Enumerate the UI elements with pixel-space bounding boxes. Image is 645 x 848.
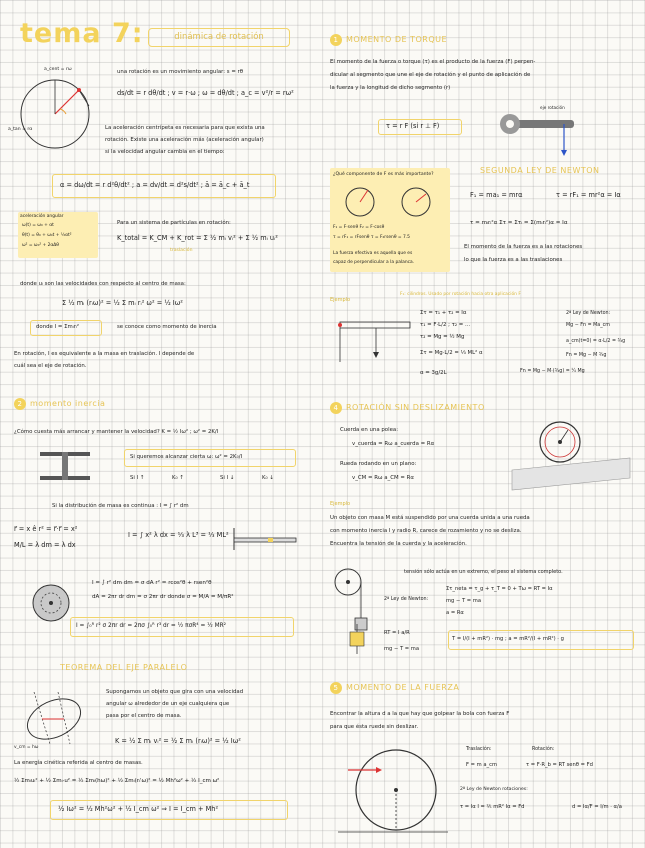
section-momento-inercia-title: momento inercia (30, 399, 106, 408)
section-eje-paralelo (60, 663, 187, 672)
example-formula-3: τ₂ = Mg = ½ Mg (420, 334, 465, 340)
sec3-text-2: angular ω alrededor de un eje cualquiera que (106, 701, 230, 707)
newton-sum: τ = mᵢrᵢ²α Στ = Στᵢ = Σ(mᵢrᵢ²)α = Iα (470, 220, 568, 226)
example-right-1: 2ª Ley de Newton: (566, 311, 611, 316)
kinematics-line-1: ω(t) = ω₀ + αt (22, 223, 54, 228)
intro-line-2: La aceleración centrípeta es necesaria para que exista una (105, 125, 265, 131)
torque-fig-label: eje rotación (540, 105, 565, 110)
sec2-box-text: Si queremos alcanzar cierta ω: ω² = 2K₀/I (130, 454, 243, 460)
force-diagram (340, 624, 374, 654)
section-rotacion-title: ROTACIÓN SIN DESLIZAMIENTO (346, 403, 485, 412)
sec4-line-4: v_CM = Rω a_CM = Rα (352, 475, 414, 481)
disk-formula-1: I = ∫ r² dm dm = σ dA r² = rcos²θ + rsen²θ (92, 580, 212, 586)
newton-text-2: lo que la fuerza es a las traslaciones (464, 257, 563, 263)
section-momento-inercia: 2 momento inercia (14, 398, 105, 410)
intro-line-1: una rotación es un movimiento angular: s = rθ (117, 69, 244, 75)
sec5-formula-5: d = Iα/F = I/m · α/a (572, 804, 622, 810)
disk-figure (28, 580, 74, 626)
example-formula-1: Στ = τ₁ + τ₂ = Iα (420, 310, 467, 316)
ball-figure (338, 740, 448, 840)
kinematics-title: aceleración angular (20, 214, 64, 219)
intro-line-4: si la velocidad angular cambia en el tiempo: (105, 149, 225, 155)
pulley-figure (30, 446, 100, 486)
sec3-energy: La energía cinética referida al centro de masas. (14, 760, 143, 766)
page-title: tema 7: (20, 18, 144, 49)
section-torque-title: MOMENTO DE TORQUE (346, 35, 448, 44)
beam-figure (336, 314, 416, 366)
sec5-formula-1: F = m a_cm (466, 762, 498, 768)
sec5-text-2: para que ésta ruede sin deslizar. (330, 724, 419, 730)
rod-formula-2: M/L = λ dm = λ dx (14, 541, 76, 549)
rod-figure (228, 524, 302, 554)
sec4-system-3: a = Rα (446, 610, 464, 616)
sum-formula: Σ ½ mᵢ (rᵢω)² = ½ Σ mᵢ rᵢ² ω² = ½ Iω² (62, 299, 183, 307)
se-conoce-text: se conoce como momento de inercia (117, 324, 217, 330)
kinematics-line-2: θ(t) = θ₀ + ω₀t + ½αt² (22, 233, 72, 238)
donde-line: donde uᵢ son las velocidades con respecto al centro de masa: (20, 281, 186, 287)
sec4-text-2: con momento inercia I y radio R, carece de rozamiento y no se desliza. (330, 528, 522, 534)
section-torque: 1 MOMENTO DE TORQUE (330, 34, 447, 46)
sec5-label-rotacion: Rotación: (532, 747, 555, 752)
example-label: Ejemplo (330, 297, 351, 303)
newton-formula-1: F₁ = ma₁ = mrα (470, 191, 523, 199)
disk-result: I = ∫₀ᴿ r² σ 2πr dr = 2πσ ∫₀ᴿ r³ dr = ½ πσR⁴ = ½ MR² (76, 623, 226, 629)
sec5-formula-2: τ = F·R_b = RT senθ = Fd (526, 762, 593, 768)
sec3-k: K = ½ Σ mᵢ vᵢ² = ½ Σ mᵢ (rᵢω)² = ½ Iω² (115, 737, 241, 745)
newton-formula-2: τ = rF₁ = mr²α = Iα (556, 191, 621, 199)
sec4-newton: 2ª Ley de Newton: (384, 597, 429, 602)
sec2-row-2: K₀ ↑ (172, 475, 184, 481)
section-eje-paralelo-title: TEOREMA DEL EJE PARALELO (60, 663, 188, 672)
sec3-fig-label: v_cm = hω (14, 745, 39, 750)
sec4-result-1: RT = I a/R (384, 630, 410, 636)
sec5-label-traslacion: Traslación: (466, 747, 492, 752)
sec4-text-1: Un objeto con masa M está suspendido por una cuerda unida a una rueda (330, 515, 530, 521)
sec4-text-3: Encuentra la tensión de la cuerda y la aceleración. (330, 541, 467, 547)
example-right-4: Fn = Mg − M ¾g (566, 353, 607, 358)
rotacion-line-2: cuál sea el eje de rotación. (14, 363, 87, 369)
question-line-3: La fuerza efectiva es aquella que es (333, 251, 413, 256)
fig-label-left: a_tan = rα (8, 127, 33, 132)
torque-formula: τ = r F (si r ⊥ F) (386, 122, 440, 130)
question-line-1: F₁ = F·senθ F₂ = F·cosθ (333, 225, 385, 230)
question-circles (338, 184, 442, 220)
page-subtitle: dinámica de rotación (148, 28, 290, 47)
example-right-2: Mg − Fn = Ma_cm (566, 323, 610, 328)
k-total-formula: K_total = K_CM + K_rot = Σ ½ mᵢ vᵢ² + Σ ½ mᵢ uᵢ² (117, 234, 278, 242)
question-title: ¿Qué componente de F es más importante? (333, 172, 434, 177)
velocity-formula: ds/dt = r dθ/dt ; v = r·ω ; ω = dθ/dt ; a_c = v²/r = rω² (117, 89, 294, 97)
kinematics-line-3: ω² = ω₀² + 2αΔθ (22, 243, 59, 248)
torque-text-1: El momento de la fuerza o torque (τ) es el producto de la fuerza (F) perpen- (330, 59, 536, 65)
sec2-row-1: Si I ↑ (130, 475, 145, 481)
sec2-question: ¿Cómo cuesta más arrancar y mantener la velocidad? K = ½ Iω² ; ω² = 2K/I (14, 429, 219, 435)
sec4-system-2: mg − T = ma (446, 598, 482, 604)
section-newton-title: SEGUNDA LEY DE NEWTON (480, 166, 600, 175)
ellipse-figure (14, 692, 92, 746)
sec4-example-label: Ejemplo (330, 501, 351, 507)
particles-line: Para un sistema de partículas en rotación: (117, 220, 231, 226)
sec4-result-3: T = I/(I + mR²) · mg ; a = mR²/(I + mR²) · g (452, 636, 564, 642)
sec4-system-1: Στ_neta = τ_g + τ_T = 0 + Tω = RT = Iα (446, 586, 553, 592)
donde-box-text: donde I = Σmᵢrᵢ² (36, 324, 80, 330)
torque-text-3: la fuerza y la longitud de dicho segmento (r) (330, 85, 451, 91)
sec4-tension: tensión sólo actúa en un extremo, el peso al sistema completo. (404, 569, 563, 575)
wheel-figure (510, 420, 634, 492)
sec3-final: ½ Iω² = ½ Mh²ω² + ½ I_cm ω² ⇒ I = I_cm + Mh² (58, 805, 219, 813)
example-formula-2: τ₁ = F·L/2 ; τ₂ = ... (420, 322, 471, 328)
question-line-2: τ = rF₁ = rFsenθ τ = F₂rsenθ = 7.5 (333, 235, 410, 240)
sec3-text-3: pasa por el centro de masa. (106, 713, 182, 719)
sec4-line-3: Rueda rodando en un plano: (340, 461, 417, 467)
sec4-line-1: Cuerda en una polea: (340, 427, 399, 433)
sec3-text-1: Supongamos un objeto que gira con una velocidad (106, 689, 244, 695)
rotacion-line-1: En rotación, I es equivalente a la masa en traslación. I depende de (14, 351, 195, 357)
section-momento-fuerza: 5 MOMENTO DE LA FUERZA (330, 682, 459, 694)
accel-formula: α = dω/dt = r d²θ/dt² ; a = dv/dt = d²s/dt² ; ā = ā_c + ā_t (60, 181, 250, 189)
sec5-text-1: Encontrar la altura d a la que hay que golpear la bola con fuerza F (330, 711, 510, 717)
question-line-4: capaz de perpendicular a la palanca. (333, 260, 415, 265)
example-right-3: a_cm(t=0) = α·L/2 = ¾g (566, 339, 626, 344)
sec5-formula-3: 2ª Ley de Newton rotaciones: (460, 787, 528, 792)
newton-text-1: El momento de la fuerza es a las rotaciones (464, 244, 583, 250)
rod-formula-1: r⃗ = x ê r² = r⃗·r⃗ = x² (14, 525, 78, 533)
sec2-row-3: Si I ↓ (220, 475, 235, 481)
rotation-diagram (10, 66, 100, 156)
continuous-line: Si la distribución de masa es continua : I = ∫ r² dm (52, 503, 189, 509)
example-formula-4: Στ = Mg·L/2 = ⅓ ML² α (420, 350, 483, 356)
disk-formula-2: dA = 2πr dr dm = σ 2πr dr donde σ = M/A = M/πR² (92, 594, 234, 600)
sec3-sum: ½ Σmᵢuᵢ² + ½ Σmᵢ·u² = ½ Σmᵢ(hω)² + ½ Σmᵢ(rᵢ'ω)² = ½ Mh²ω² + ½ I_cm ω² (14, 778, 220, 784)
section-newton (480, 166, 600, 175)
example-note: F₁: cilindros. Usado por rotación hacia otra aplicación F (400, 292, 521, 297)
example-formula-5: α = 3g/2L (420, 370, 447, 376)
sec4-line-2: v_cuerda = Rω a_cuerda = Rα (352, 441, 435, 447)
sec5-formula-4: τ = Iα I = ⅖ mR² Iα = Fd (460, 804, 525, 810)
example-right-5: Fn = Mg − M·(¾g) = ¼ Mg (520, 369, 585, 374)
intro-line-3: rotación. Existe una aceleración más (aceleración angular) (105, 137, 264, 143)
fig-label-top: a_cent = rω (44, 67, 72, 72)
traslacion-label: traslación (170, 248, 193, 253)
torque-text-2: dicular al segmento que une el eje de rotación y el punto de aplicación de (330, 72, 531, 78)
section-momento-fuerza-title: MOMENTO DE LA FUERZA (346, 683, 460, 692)
section-rotacion-sin-desliz: 4 ROTACIÓN SIN DESLIZAMIENTO (330, 402, 485, 414)
sec2-row-4: K₀ ↓ (262, 475, 274, 481)
rod-integral: I = ∫ x² λ dx = ⅓ λ L³ = ⅓ ML² (128, 531, 229, 539)
sec4-result-2: mg − T = ma (384, 646, 420, 652)
